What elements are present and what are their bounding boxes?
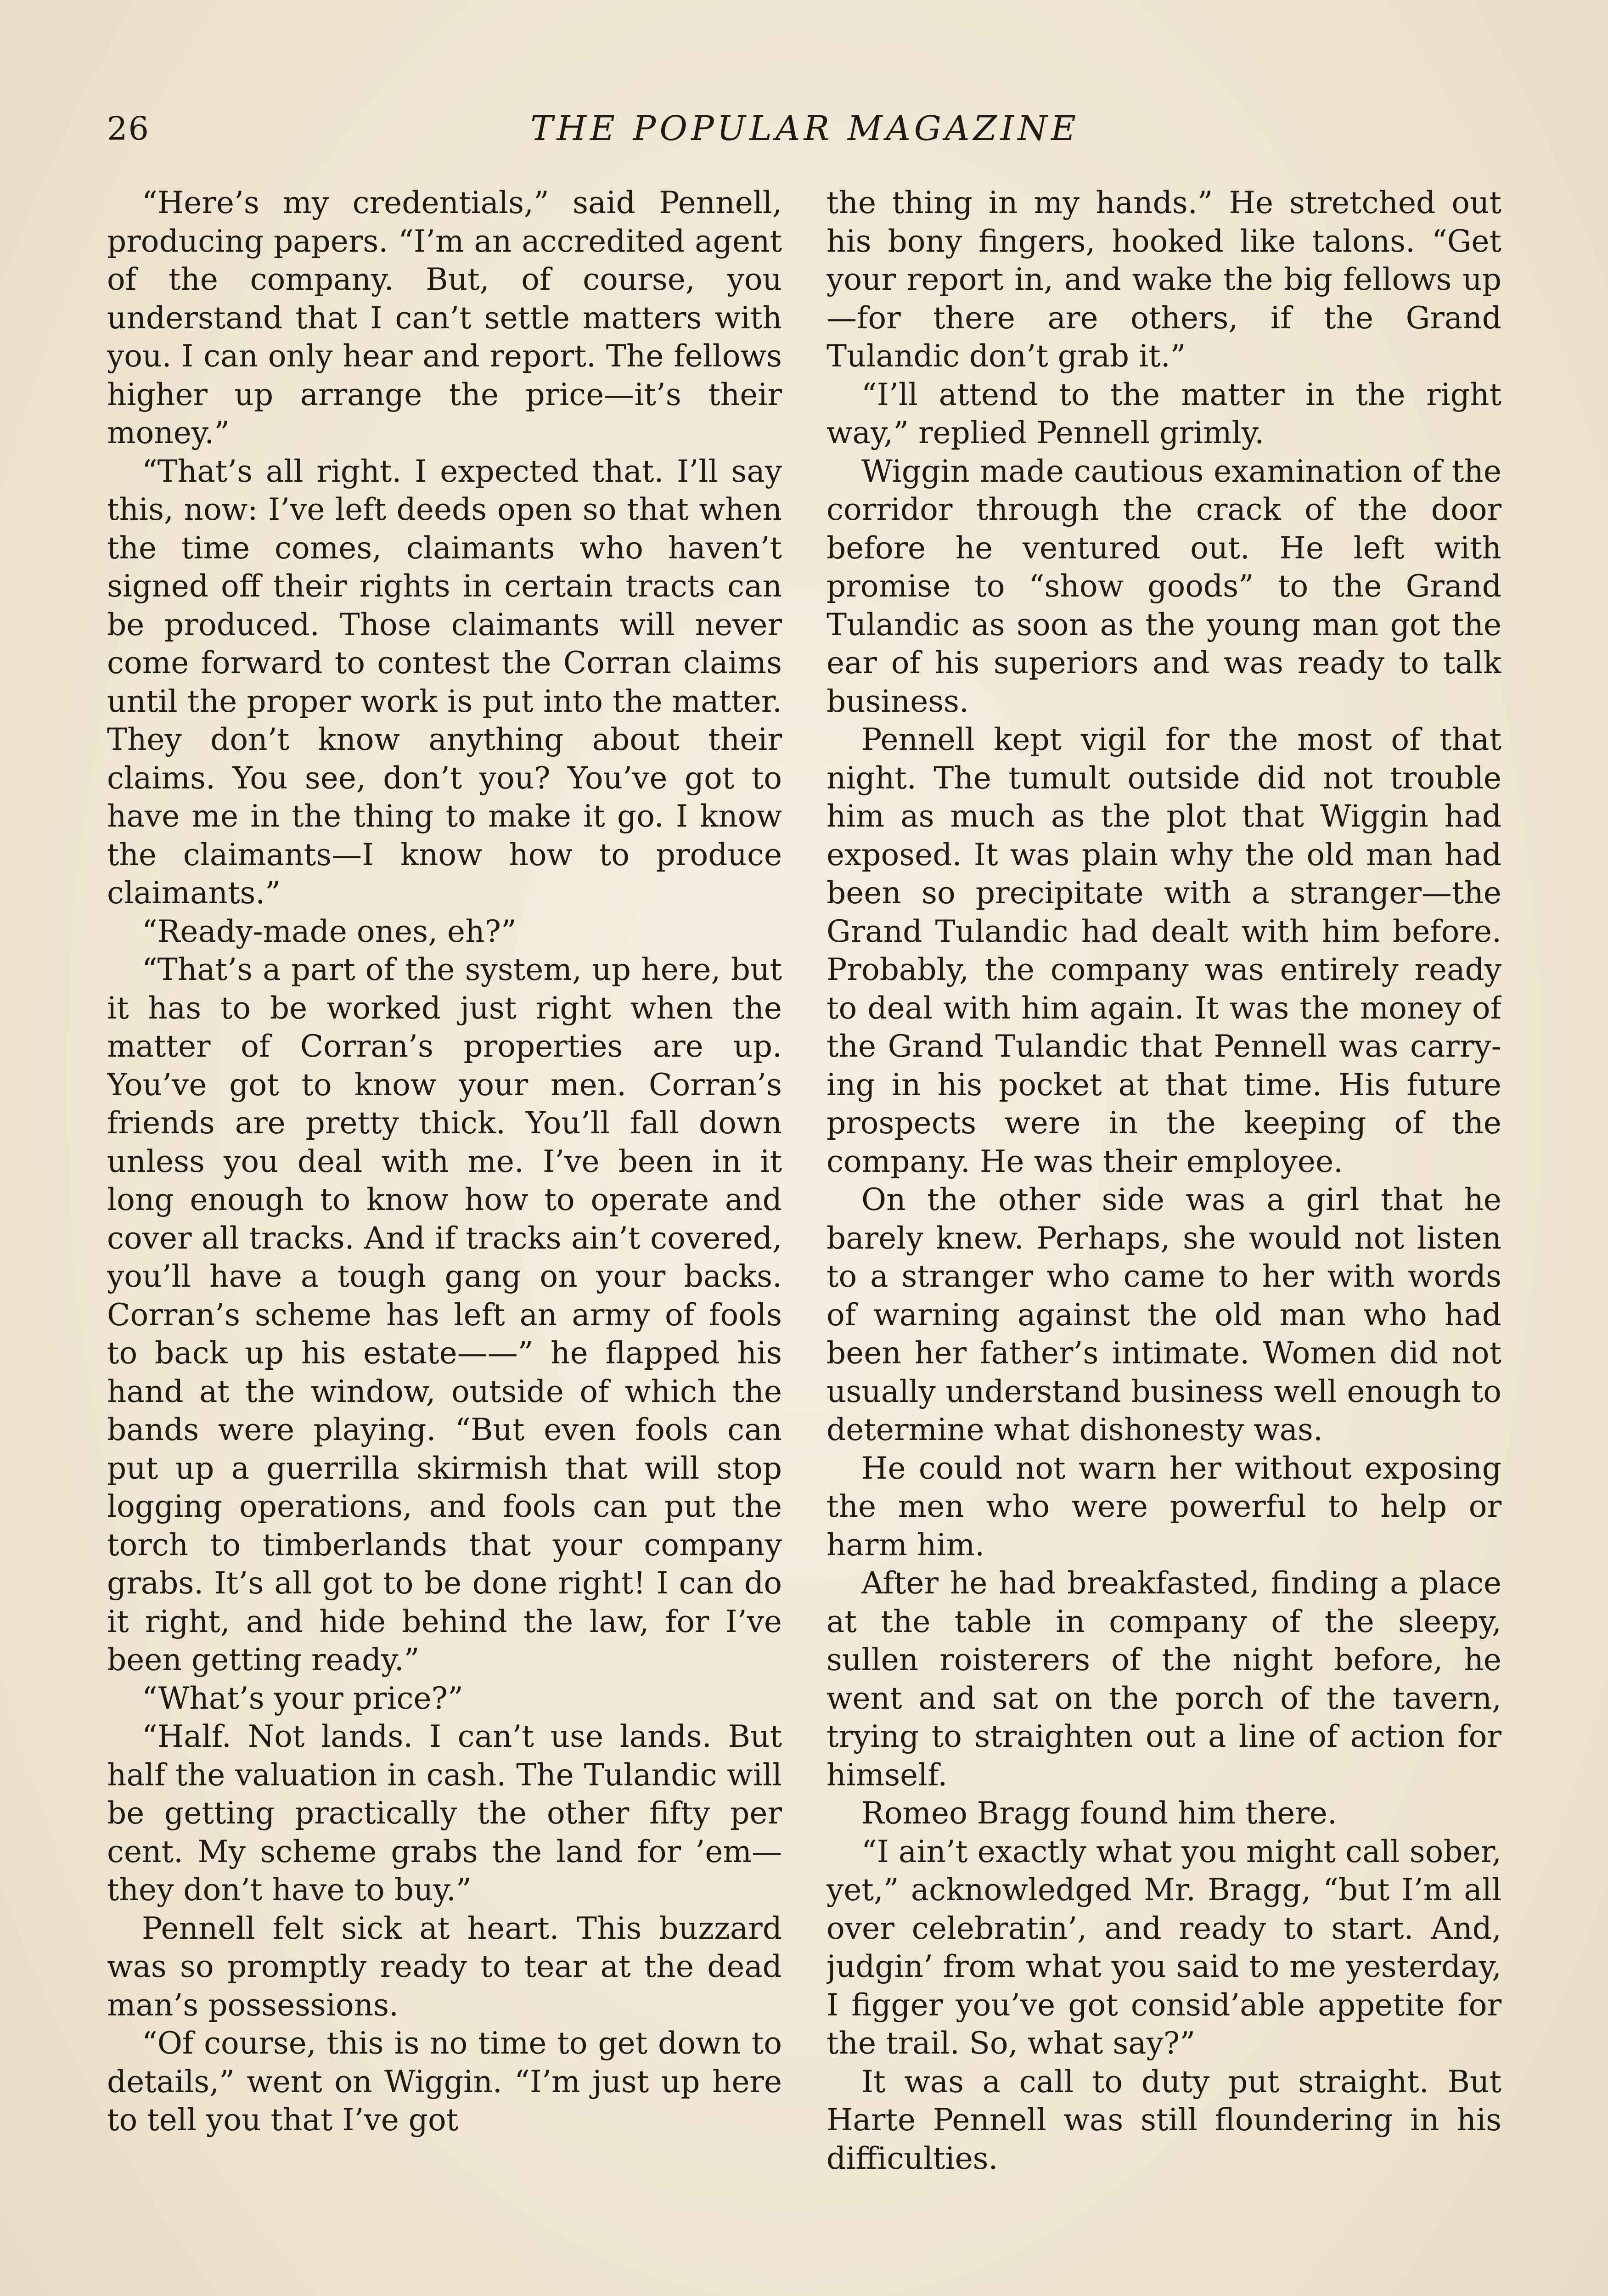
paragraph: On the other side was a girl that he barely knew. Perhaps, she would not listen to a stranger who came to her with words of warning against the old man who had been her father’s intimate. Women did not usually understand business well enough to determine what dishonesty was. [826, 1182, 1501, 1447]
paragraph: He could not warn her without exposing the men who were powerful to help or harm him. [826, 1450, 1501, 1563]
page-number: 26 [107, 110, 150, 147]
paragraph: Pennell kept vigil for the most of that night. The tumult outside did not trouble him as much as the plot that Wiggin had exposed. It was plain why the old man had been so precipitate with a stranger—the Grand Tulandic had dealt with him before. Probably, the company was entirely ready to deal with him again. It was the money of the Grand Tulandic that Pennell was carrying in his pocket at that time. His future prospects were in the keeping of the company. He was their employee. [826, 722, 1501, 1179]
paragraph: “That’s all right. I expected that. I’ll say this, now: I’ve left deeds open so that when the time comes, claimants who haven’t signed off their rights in certain tracts can be produced. Those claimants will never come forward to contest the Corran claims until the proper work is put into the matter. They don’t know anything about their claims. You see, don’t you? You’ve got to have me in the thing to make it go. I know the claimants—I know how to produce claimants.” [107, 453, 782, 911]
paragraph: “I ain’t exactly what you might call sober, yet,” acknowledged Mr. Bragg, “but I’m all over celebratin’, and ready to start. And, judgin’ from what you said to me yesterday, I figger you’ve got consid’able appetite for the trail. So, what say?” [826, 1834, 1501, 2061]
paragraph: “Of course, this is no time to get down to details,” went on Wiggin. “I’m just up here to tell you that I’ve got [107, 2026, 782, 2138]
paragraph: “What’s your price?” [142, 1680, 463, 1716]
paragraph: “I’ll attend to the matter in the right way,” replied Pennell grimly. [826, 377, 1501, 450]
magazine-title: THE POPULAR MAGAZINE [530, 109, 1079, 148]
paragraph: “That’s a part of the system, up here, but it has to be worked just right when the matter of Corran’s properties are up. You’ve got to know your men. Corran’s friends are pretty thick. You’ll fall down unless you deal with me. I’ve been in it long enough to know how to operate and cover all tracks. And if tracks ain’t covered, you’ll have a tough gang on your backs. Corran’s scheme has left an army of fools to back up his estate——” he flapped his hand at the window, outside of which the bands were playing. “But even fools can put up a guerrilla skirmish that will stop logging operations, and fools can put the torch to timberlands that your company grabs. It’s all got to be done right! I can do it right, and hide behind the law, for I’ve been getting ready.” [107, 952, 782, 1677]
paragraph-continued: the thing in my hands.” He stretched out his bony fingers, hooked like talons. “Get your report in, and wake the big fellows up—for there are others, if the Grand Tulandic don’t grab it.” [826, 185, 1501, 374]
paragraph: “Here’s my credentials,” said Pennell, producing papers. “I’m an accredited agent of the company. But, of course, you understand that I can’t settle matters with you. I can only hear and report. The fellows higher up arrange the price—it’s their money.” [107, 185, 782, 450]
page-header [107, 103, 1503, 154]
paragraph: “Ready-made ones, eh?” [142, 913, 517, 949]
paragraph: After he had breakfasted, finding a place at the table in company of the sleepy, sullen roisterers of the night before, he went and sat on the porch of the tavern, trying to straighten out a line of action for himself. [826, 1565, 1501, 1793]
paragraph: Romeo Bragg found him there. [861, 1795, 1337, 1831]
paragraph: “Half. Not lands. I can’t use lands. But half the valuation in cash. The Tulandic will be getting practically the other fifty per cent. My scheme grabs the land for ’em—they don’t have to buy.” [107, 1719, 782, 1908]
paragraph: Pennell felt sick at heart. This buzzard was so promptly ready to tear at the dead man’s possessions. [107, 1910, 782, 2023]
paragraph: Wiggin made cautious examination of the corridor through the crack of the door before he ventured out. He left with promise to “show goods” to the Grand Tulandic as soon as the young man got the ear of his superiors and was ready to talk business. [826, 453, 1501, 719]
left-column [107, 184, 782, 2296]
right-column [826, 184, 1501, 2296]
paragraph: It was a call to duty put straight. But Harte Pennell was still floundering in his difficulties. [826, 2064, 1501, 2176]
